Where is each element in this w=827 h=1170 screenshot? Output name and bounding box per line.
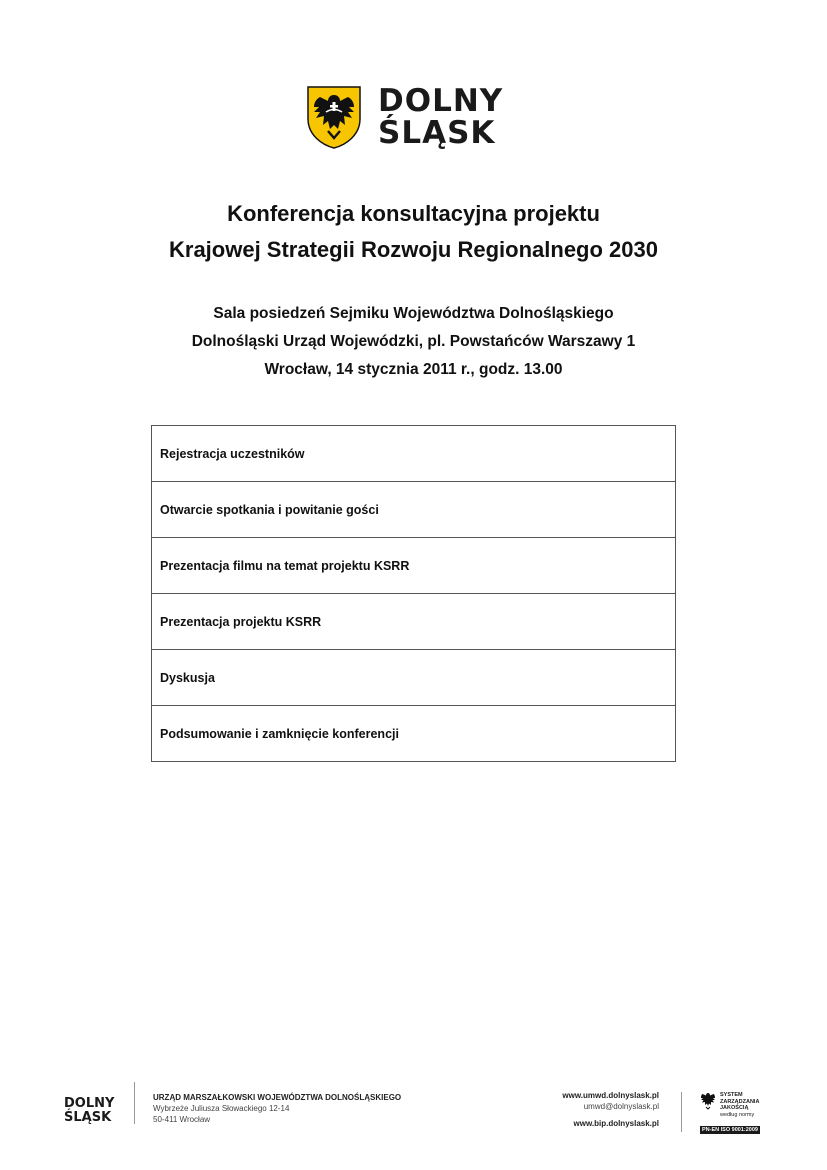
logo-line-1: DOLNY [378,83,504,119]
page-title [0,196,827,268]
footer-logo-line-2: ŚLĄSK [64,1110,112,1125]
venue-line: Sala posiedzeń Sejmiku Województwa Dolnośląskiego [213,305,614,322]
footer-divider [681,1092,682,1132]
table-row [152,594,676,650]
table-row [152,650,676,706]
cert-line-2: ZARZĄDZANIA [720,1098,760,1105]
cert-line-1: SYSTEM [720,1092,743,1098]
table-row [152,706,676,762]
footer-street: Wybrzeże Juliusza Słowackiego 12-14 [153,1104,290,1113]
bip-link[interactable]: www.bip.dolnyslask.pl [573,1119,659,1128]
footer-org-name: URZĄD MARSZAŁKOWSKI WOJEWÓDZTWA DOLNOŚLĄSKIEGO [153,1093,402,1102]
date-time-line: Wrocław, 14 stycznia 2011 r., godz. 13.00 [264,361,563,378]
agenda-item: Podsumowanie i zamknięcie konferencji [152,706,676,762]
table-row [152,538,676,594]
table-row [152,482,676,538]
agenda-item: Prezentacja projektu KSRR [152,594,676,650]
address-line: Dolnośląski Urząd Wojewódzki, pl. Powstańców Warszawy 1 [191,333,636,350]
agenda-item: Prezentacja filmu na temat projektu KSRR [152,538,676,594]
footer-logo [64,1097,114,1125]
agenda-item: Dyskusja [152,650,676,706]
cert-badge: PN-EN ISO 9001:2009 [702,1127,758,1133]
logo-line-2: ŚLĄSK [378,115,496,151]
title-line-1: Konferencja konsultacyjna projektu [227,201,600,226]
event-details [0,300,827,384]
footer-links [562,1090,659,1129]
title-line-2: Krajowej Strategii Rozwoju Regionalnego 2030 [169,237,658,262]
table-row [152,426,676,482]
page-footer [0,1080,827,1140]
agenda-item: Rejestracja uczestników [152,426,676,482]
eagle-icon [700,1092,716,1110]
coat-of-arms-icon [306,85,362,149]
website-link[interactable]: www.umwd.dolnyslask.pl [562,1091,659,1100]
cert-line-3: JAKOŚCIĄ [720,1105,749,1111]
email-link[interactable]: umwd@dolnyslask.pl [583,1102,659,1111]
footer-logo-line-1: DOLNY [64,1096,115,1111]
footer-divider [134,1082,135,1124]
quality-certificate [700,1092,772,1136]
cert-line-4: według normy [720,1111,755,1118]
header-logo [306,84,503,150]
agenda-item: Otwarcie spotkania i powitanie gości [152,482,676,538]
footer-city: 50-411 Wrocław [153,1115,211,1124]
footer-address [153,1092,401,1125]
agenda-table [151,425,676,762]
